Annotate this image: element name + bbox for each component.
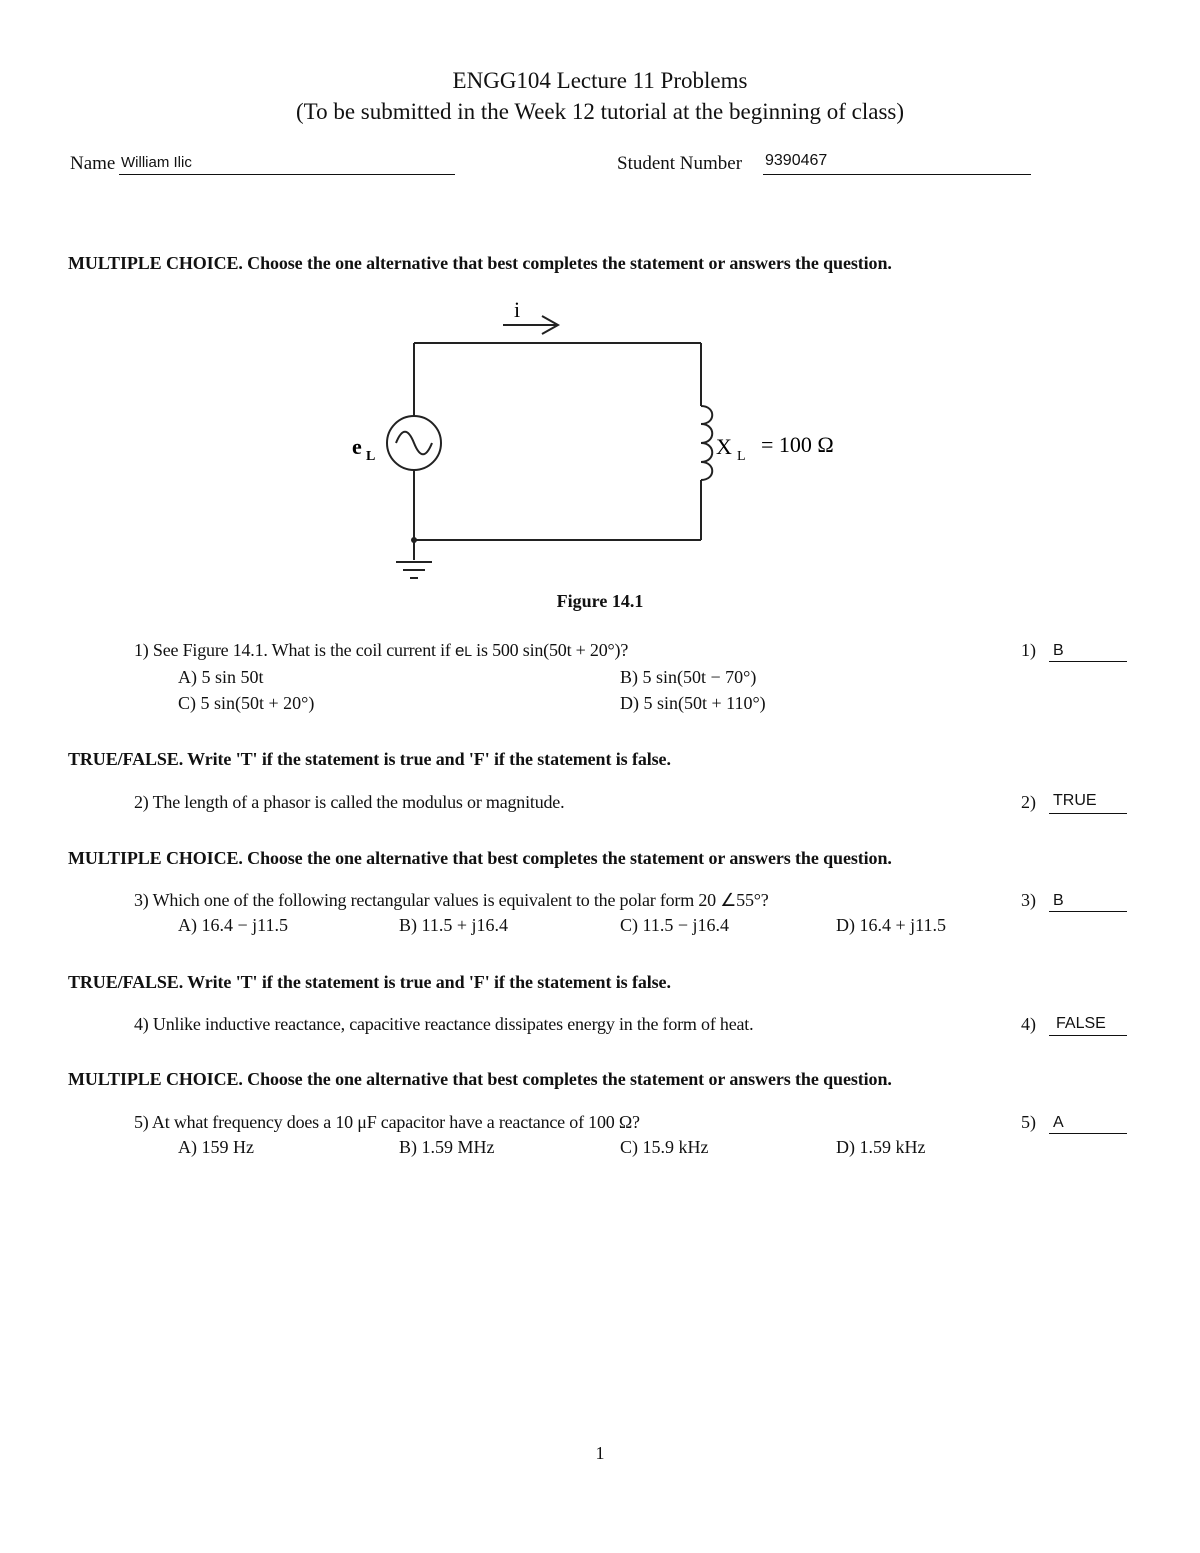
- question-1-option-c[interactable]: C) 5 sin(50t + 20°): [178, 693, 315, 713]
- answer-5-underline: [1049, 1133, 1127, 1134]
- answer-5-value[interactable]: A: [1053, 1114, 1064, 1131]
- section-header-tf-2: TRUE/FALSE. Write 'T' if the statement is true and 'F' if the statement is false.: [68, 972, 671, 992]
- answer-2-value[interactable]: TRUE: [1053, 792, 1097, 809]
- source-label: e: [352, 434, 362, 459]
- circuit-diagram: [350, 292, 850, 588]
- question-1-option-a[interactable]: A) 5 sin 50t: [178, 667, 264, 687]
- answer-4-underline: [1049, 1035, 1127, 1036]
- answer-2-underline: [1049, 813, 1127, 814]
- student-number-value[interactable]: 9390467: [765, 152, 828, 169]
- name-underline: [119, 174, 455, 175]
- section-header-mc-2: MULTIPLE CHOICE. Choose the one alternative that best completes the statement or answers the question.: [68, 848, 892, 868]
- question-5-option-d[interactable]: D) 1.59 kHz: [836, 1137, 926, 1157]
- answer-2-number: 2): [1021, 792, 1036, 812]
- current-label: i: [514, 297, 521, 322]
- source-subscript: L: [366, 449, 376, 464]
- question-5-option-b[interactable]: B) 1.59 MHz: [399, 1137, 495, 1157]
- answer-1-underline: [1049, 661, 1127, 662]
- section-header-mc-3: MULTIPLE CHOICE. Choose the one alternative that best completes the statement or answers the question.: [68, 1069, 892, 1089]
- question-2-text: 2) The length of a phasor is called the modulus or magnitude.: [134, 792, 565, 812]
- answer-3-value[interactable]: B: [1053, 892, 1064, 909]
- question-1-option-d[interactable]: D) 5 sin(50t + 110°): [620, 693, 766, 713]
- page-number: 1: [595, 1443, 605, 1463]
- answer-3-underline: [1049, 911, 1127, 912]
- inductor-label: X: [716, 434, 732, 459]
- question-5-text: 5) At what frequency does a 10 μF capacitor have a reactance of 100 Ω?: [134, 1112, 640, 1132]
- question-3-option-b[interactable]: B) 11.5 + j16.4: [399, 915, 508, 935]
- section-header-tf-1: TRUE/FALSE. Write 'T' if the statement is true and 'F' if the statement is false.: [68, 749, 671, 769]
- answer-3-number: 3): [1021, 890, 1036, 910]
- name-value[interactable]: William Ilic: [121, 154, 192, 171]
- inductor-subscript: L: [737, 449, 746, 464]
- question-3-option-d[interactable]: D) 16.4 + j11.5: [836, 915, 946, 935]
- question-3-option-c[interactable]: C) 11.5 − j16.4: [620, 915, 729, 935]
- figure-caption: Figure 14.1: [556, 591, 644, 611]
- question-5-option-c[interactable]: C) 15.9 kHz: [620, 1137, 709, 1157]
- sine-wave-icon: [396, 432, 432, 455]
- question-1-text: 1) See Figure 14.1. What is the coil current if eL is 500 sin(50t + 20°)?: [134, 640, 629, 660]
- answer-1-number: 1): [1021, 640, 1036, 660]
- answer-4-value[interactable]: FALSE: [1056, 1015, 1106, 1032]
- question-3-option-a[interactable]: A) 16.4 − j11.5: [178, 915, 288, 935]
- answer-5-number: 5): [1021, 1112, 1036, 1132]
- page-title: ENGG104 Lecture 11 Problems: [452, 68, 748, 93]
- question-1-option-b[interactable]: B) 5 sin(50t − 70°): [620, 667, 757, 687]
- answer-1-value[interactable]: B: [1053, 642, 1064, 659]
- question-3-text: 3) Which one of the following rectangular values is equivalent to the polar form 20 ∠55°?: [134, 890, 769, 910]
- answer-4-number: 4): [1021, 1014, 1036, 1034]
- student-number-label: Student Number: [617, 153, 743, 174]
- section-header-mc-1: MULTIPLE CHOICE. Choose the one alternative that best completes the statement or answers the question.: [68, 253, 892, 273]
- question-4-text: 4) Unlike inductive reactance, capacitive reactance dissipates energy in the form of heat.: [134, 1014, 754, 1034]
- inductor-value: = 100 Ω: [761, 432, 834, 457]
- name-label: Name: [70, 153, 116, 174]
- page-subtitle: (To be submitted in the Week 12 tutorial at the beginning of class): [295, 99, 905, 124]
- inductor-coil-icon: [701, 406, 712, 480]
- question-5-option-a[interactable]: A) 159 Hz: [178, 1137, 254, 1157]
- student-number-underline: [763, 174, 1031, 175]
